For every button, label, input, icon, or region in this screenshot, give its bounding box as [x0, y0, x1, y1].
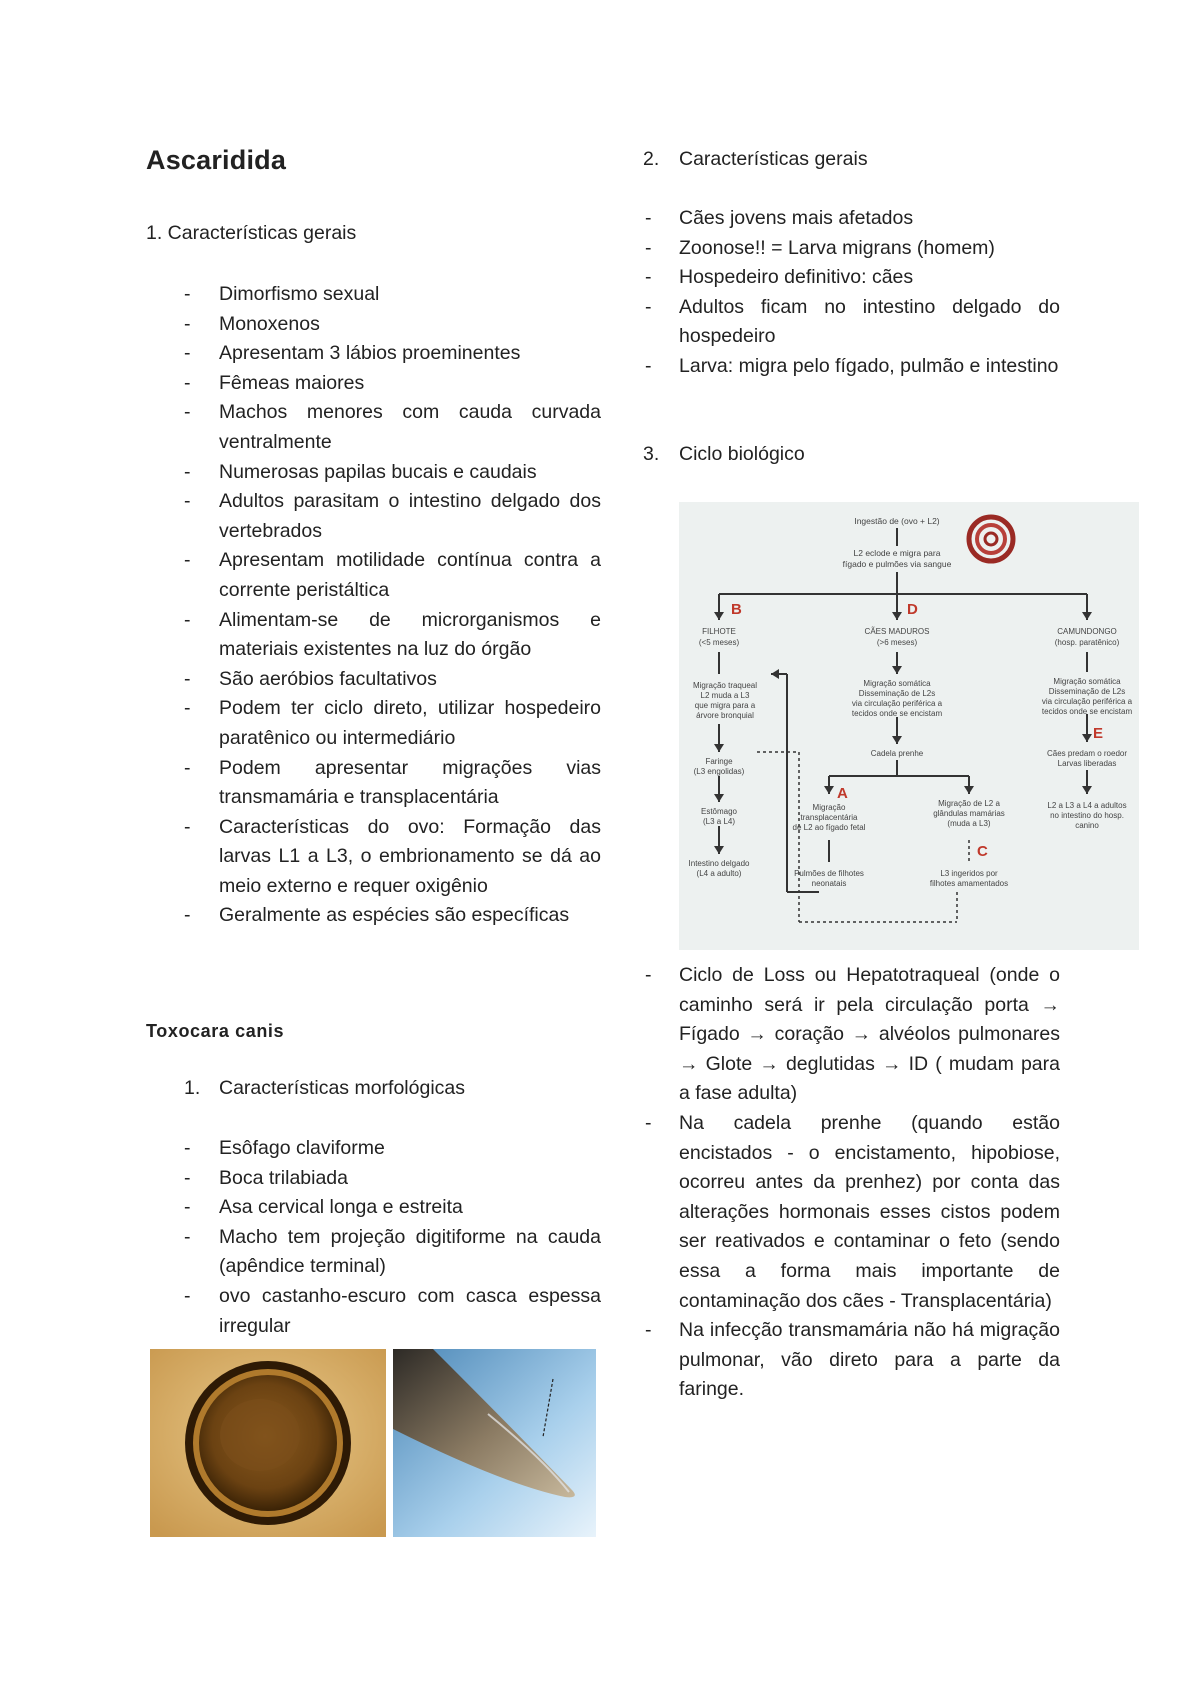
list-item: - Esôfago claviforme — [146, 1134, 601, 1164]
section-number: 2. — [643, 148, 660, 170]
e-adult-line: L2 a L3 a L4 a adultos — [1047, 801, 1127, 810]
list-item: - Zoonose!! = Larva migrans (homem) — [643, 234, 1060, 264]
d-mig-line: Migração somática — [863, 679, 931, 688]
e-mig-line: Disseminação de L2s — [1048, 687, 1126, 696]
c-box-line: (muda a L3) — [947, 819, 991, 828]
worm-anterior-photo — [393, 1349, 596, 1537]
d-mig-line: Disseminação de L2s — [858, 689, 936, 698]
e-pred-line: Larvas liberadas — [1057, 759, 1117, 768]
b-int-line: (L4 a adulto) — [696, 869, 742, 878]
list-item: - Apresentam 3 lábios proeminentes — [146, 339, 601, 369]
page-title: Ascaridida — [146, 145, 287, 175]
list-item: - Geralmente as espécies são específicas — [146, 901, 601, 931]
a-out-line: neonatais — [811, 879, 847, 888]
b-head-line: FILHOTE — [702, 627, 736, 636]
b-est-line: Estômago — [700, 807, 738, 816]
label-e: E — [1093, 725, 1104, 742]
b-far-line: Faringe — [705, 757, 733, 766]
e-head-line: CAMUNDONGO — [1057, 627, 1117, 636]
section-label: Ciclo biológico — [679, 443, 805, 465]
section-heading-2 — [643, 148, 1043, 178]
list-item: - Características do ovo: Formação das larvas L1 a L3, o embrionamento se dá ao meio externo e requer oxigênio — [146, 813, 601, 902]
list-item: - Na infecção transmamária não há migração pulmonar, vão direto para a parte da faringe. — [643, 1316, 1060, 1405]
e-adult-line: no intestino do hosp. — [1050, 811, 1124, 820]
c-out-line: filhotes amamentados — [929, 879, 1009, 888]
d-head-line: (>6 meses) — [876, 638, 918, 647]
list-item: - Hospedeiro definitivo: cães — [643, 263, 1060, 293]
toxocara-general-list — [643, 204, 1060, 382]
list-item: - Macho tem projeção digitiforme na cauda (apêndice terminal) — [146, 1223, 601, 1282]
morphology-list — [146, 1134, 601, 1341]
e-pred-line: Cães predam o roedor — [1046, 749, 1128, 758]
d-mig-line: tecidos onde se encistam — [851, 709, 943, 718]
b-mig-line: que migra para a — [694, 701, 756, 710]
section-number: 3. — [643, 443, 660, 465]
e-mig-line: tecidos onde se encistam — [1041, 707, 1133, 716]
diagram-top-ingestion: Ingestão de (ovo + L2) — [854, 516, 940, 526]
section-heading-morphology — [184, 1077, 584, 1107]
subsection-title: Toxocara canis — [146, 1021, 285, 1041]
e-mig-line: via circulação periférica a — [1041, 697, 1133, 706]
b-est-line: (L3 a L4) — [702, 817, 736, 826]
label-c: C — [977, 843, 988, 860]
list-item: - Na cadela prenhe (quando estão encistados - o encistamento, hipobiose, ocorreu antes da prenhez) por conta das alterações hormonais esses cistos podem ser reativados e contaminar o feto (sendo essa a forma mais importante de contaminação dos cães - Transplacentária) — [643, 1109, 1060, 1316]
b-head-line: (<5 meses) — [698, 638, 740, 647]
c-box-line: glândulas mamárias — [933, 809, 1005, 818]
b-mig-line: Migração traqueal — [692, 681, 758, 690]
label-a: A — [837, 785, 848, 802]
c-out-line: L3 ingeridos por — [940, 869, 998, 878]
list-item: - Boca trilabiada — [146, 1164, 601, 1194]
label-b: B — [731, 601, 742, 618]
b-int-line: Intestino delgado — [688, 859, 750, 868]
a-box-line: de L2 ao fígado fetal — [792, 823, 866, 832]
list-item: - Larva: migra pelo fígado, pulmão e intestino — [643, 352, 1060, 382]
e-head-line: (hosp. paratênico) — [1054, 638, 1120, 647]
list-item: - Numerosas papilas bucais e caudais — [146, 458, 601, 488]
label-d: D — [907, 601, 918, 618]
b-mig-line: L2 muda a L3 — [700, 691, 750, 700]
list-item: - Cães jovens mais afetados — [643, 204, 1060, 234]
e-adult-line: canino — [1075, 821, 1099, 830]
section-heading-general: 1. Características gerais — [146, 222, 357, 244]
diagram-top-migrate-2: fígado e pulmões via sangue — [842, 559, 952, 569]
list-item: - Ciclo de Loss ou Hepatotraqueal (onde o caminho será ir pela circulação porta → Fígado → coração → alvéolos pulmonares → Glote → deglutidas → ID ( mudam para a fase adulta) — [643, 961, 1060, 1109]
list-item: - Asa cervical longa e estreita — [146, 1193, 601, 1223]
egg-micrograph-image — [150, 1349, 386, 1537]
list-item: - Podem apresentar migrações vias transmamária e transplacentária — [146, 754, 601, 813]
list-item: - Dimorfismo sexual — [146, 280, 601, 310]
list-item: - ovo castanho-escuro com casca espessa irregular — [146, 1282, 601, 1341]
b-mig-line: árvore bronquial — [696, 711, 754, 720]
diagram-top-migrate-1: L2 eclode e migra para — [853, 548, 941, 558]
list-item: - Machos menores com cauda curvada ventralmente — [146, 398, 601, 457]
d-head-line: CÃES MADUROS — [864, 627, 930, 636]
list-item: - Monoxenos — [146, 310, 601, 340]
section-label: Características morfológicas — [219, 1077, 465, 1099]
a-out-line: Pulmões de filhotes — [794, 869, 864, 878]
a-box-line: Migração — [812, 803, 846, 812]
c-box-line: Migração de L2 a — [938, 799, 1000, 808]
list-item: - Adultos parasitam o intestino delgado dos vertebrados — [146, 487, 601, 546]
list-item: - Apresentam motilidade contínua contra a corrente peristáltica — [146, 546, 601, 605]
d-mig-line: via circulação periférica a — [851, 699, 943, 708]
d-cadela-prenhe: Cadela prenhe — [870, 749, 924, 758]
general-characteristics-list — [146, 280, 601, 931]
list-item: - Adultos ficam no intestino delgado do hospedeiro — [643, 293, 1060, 352]
b-far-line: (L3 engolidas) — [693, 767, 745, 776]
list-item: - Podem ter ciclo direto, utilizar hospedeiro paratênico ou intermediário — [146, 694, 601, 753]
life-cycle-notes-list — [643, 961, 1060, 1405]
list-item: - Alimentam-se de microrganismos e materiais existentes na luz do órgão — [146, 606, 601, 665]
e-mig-line: Migração somática — [1053, 677, 1121, 686]
section-label: Características gerais — [679, 148, 868, 170]
section-number: 1. — [184, 1077, 201, 1099]
a-box-line: transplacentária — [800, 813, 858, 822]
section-heading-3 — [643, 443, 1043, 473]
list-item: - Fêmeas maiores — [146, 369, 601, 399]
life-cycle-diagram — [679, 502, 1139, 950]
list-item: - São aeróbios facultativos — [146, 665, 601, 695]
